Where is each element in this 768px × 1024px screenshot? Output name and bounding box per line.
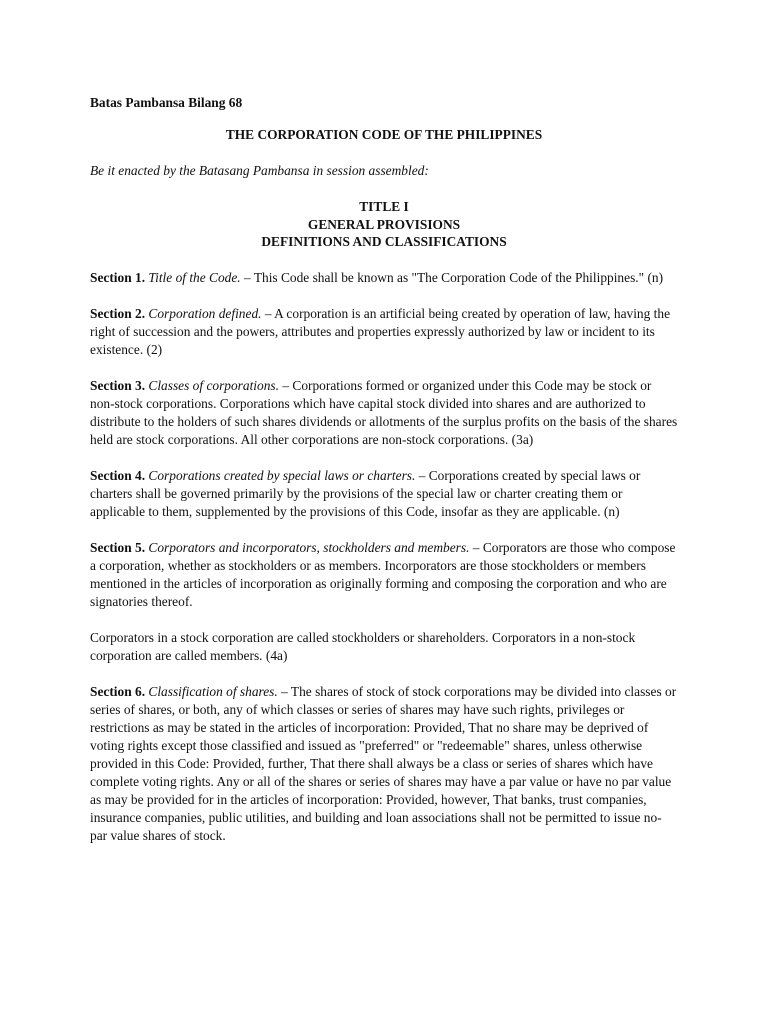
section-text: – A corporation is an artificial being created by operation of law, having the right of succession and the powers, attributes and properties expressly authorized by law or incident to its existence. (2) — [90, 305, 671, 357]
document-reference: Batas Pambansa Bilang 68 — [90, 95, 243, 110]
section-5-continued — [90, 629, 678, 665]
section-text: – Corporations created by special laws or charters shall be governed primarily by the provisions of the special law or charter creating them or applicable to them, supplemented by the provisions of this Code, insofar as they are applicable. (n) — [90, 467, 641, 519]
section-number: Section 3. — [90, 377, 146, 393]
section-5 — [90, 539, 678, 611]
section-heading: Corporation defined. — [148, 305, 262, 321]
section-text: – This Code shall be known as "The Corporation Code of the Philippines." (n) — [244, 269, 664, 285]
paragraph-text: Corporators in a stock corporation are called stockholders or shareholders. Corporators in a non-stock corporation are called members. (4a) — [90, 629, 636, 663]
section-number: Section 2. — [90, 305, 146, 321]
section-2 — [90, 305, 678, 359]
section-text: – Corporators are those who compose a corporation, whether as stockholders or as members. Incorporators are those stockholders or members mentioned in the articles of incorporation as originally forming and composing the corporation and who are signatories thereof. — [90, 539, 676, 609]
title-subheading: DEFINITIONS AND CLASSIFICATIONS — [261, 234, 507, 249]
section-3 — [90, 377, 678, 449]
section-number: Section 6. — [90, 683, 146, 699]
section-number: Section 4. — [90, 467, 146, 483]
section-6 — [90, 683, 678, 845]
section-1 — [90, 269, 678, 287]
section-text: – Corporations formed or organized under this Code may be stock or non-stock corporations. Corporations which have capital stock divided into shares and are authorized to distribute to the holders of such shares dividends or allotments of the surplus profits on the basis of the shares held are stock corporations. All other corporations are non-stock corporations. (3a) — [90, 377, 678, 447]
section-heading: Corporations created by special laws or charters. — [148, 467, 416, 483]
title-subtitle: GENERAL PROVISIONS — [307, 216, 461, 232]
section-4 — [90, 467, 678, 521]
document-title: THE CORPORATION CODE OF THE PHILIPPINES — [225, 127, 543, 142]
section-text: – The shares of stock of stock corporations may be divided into classes or series of shares, or both, any of which classes or series of shares may have such rights, privileges or restrictions as may be stated in the articles of incorporation: Provided, That no share may be deprived of voting rights except those classified and issued as "preferred" or "redeemable" shares, unless otherwise provided in this Code: Provided, further, That there shall always be a class or series of shares which have complete voting rights. Any or all of the shares or series of shares may have a par value or have no par value as may be provided for in the articles of incorporation: Provided, however, That banks, trust companies, insurance companies, public utilities, and building and loan associations shall not be permitted to issue no-par value shares of stock. — [90, 683, 677, 843]
title-heading: TITLE I — [359, 199, 409, 214]
section-heading: Corporators and incorporators, stockholders and members. — [148, 539, 470, 555]
section-number: Section 5. — [90, 539, 146, 555]
section-heading: Title of the Code. — [148, 269, 241, 285]
section-number: Section 1. — [90, 269, 146, 285]
section-heading: Classes of corporations. — [148, 377, 279, 393]
title-block — [90, 198, 678, 251]
section-heading: Classification of shares. — [148, 683, 278, 699]
enacting-clause: Be it enacted by the Batasang Pambansa in session assembled: — [90, 163, 429, 178]
